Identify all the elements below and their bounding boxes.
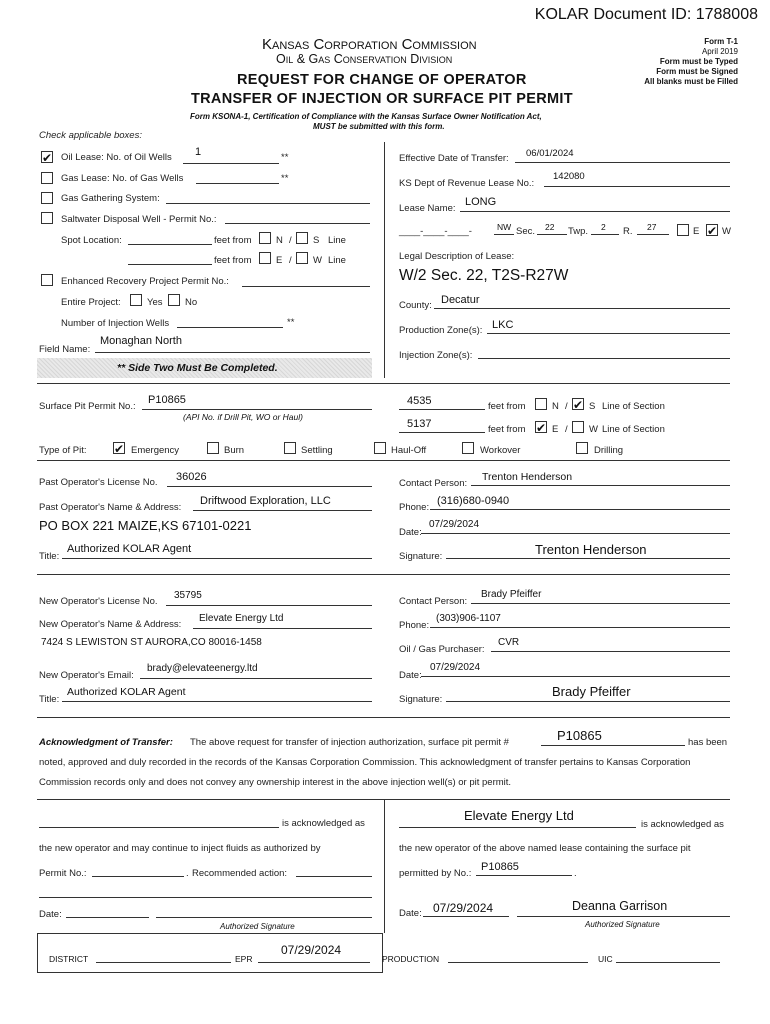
new-phone-label: Phone: — [399, 620, 430, 631]
ack-right-is-ack: is acknowledged as — [641, 819, 724, 830]
ack-left-date-line[interactable] — [66, 917, 149, 918]
legal-description-value[interactable]: W/2 Sec. 22, T2S-R27W — [399, 267, 569, 284]
spot-slash-1: / — [289, 235, 292, 246]
ack-right-permitted-by-label: permitted by No.: — [399, 868, 472, 879]
ack-right-permit-value[interactable]: P10865 — [481, 861, 519, 873]
pit-e-label: E — [552, 424, 559, 435]
entire-project-no-label: No — [185, 297, 198, 308]
entire-project-yes-label: Yes — [147, 297, 163, 308]
entire-project-yes-checkbox[interactable] — [130, 294, 142, 306]
sec-line — [537, 234, 567, 235]
pit-section-separator — [37, 383, 730, 384]
check-boxes-label: Check applicable boxes: — [39, 130, 142, 141]
new-email-line — [140, 678, 372, 679]
spot-ns-feet-line[interactable] — [128, 244, 212, 245]
spot-n-checkbox[interactable] — [259, 232, 271, 244]
injection-zone-label: Injection Zone(s): — [399, 350, 473, 361]
production-zone-label: Production Zone(s): — [399, 325, 483, 336]
range-line — [637, 234, 669, 235]
spot-e-label: E — [276, 255, 283, 266]
effective-date-value[interactable]: 06/01/2024 — [526, 148, 574, 159]
pit-settling-checkbox[interactable] — [284, 442, 296, 454]
quarter-nw-line — [494, 234, 514, 235]
twp-label: Twp. — [568, 226, 589, 237]
spot-location-label: Spot Location: — [61, 235, 122, 246]
new-name-value[interactable]: Elevate Energy Ltd — [199, 613, 284, 624]
spot-ew-feet-line[interactable] — [128, 264, 212, 265]
ack-left-blank-line[interactable] — [39, 897, 372, 898]
purchaser-label: Oil / Gas Purchaser: — [399, 644, 485, 655]
pit-slash-1: / — [565, 401, 568, 412]
purchaser-line — [491, 651, 730, 652]
past-phone-label: Phone: — [399, 502, 430, 513]
new-contact-label: Contact Person: — [399, 596, 468, 607]
ack-right-company-line — [399, 827, 636, 828]
range-value[interactable]: 27 — [647, 222, 657, 232]
past-license-label: Past Operator's License No. — [39, 477, 158, 488]
effective-date-line — [515, 162, 730, 163]
ack-left-permit-line[interactable] — [92, 876, 184, 877]
surface-pit-value[interactable]: P10865 — [148, 394, 186, 406]
injection-wells-line[interactable] — [177, 327, 283, 328]
pit-burn-checkbox[interactable] — [207, 442, 219, 454]
new-license-value[interactable]: 35795 — [174, 590, 202, 601]
ack-right-date-label: Date: — [399, 908, 422, 919]
uic-label: UIC — [598, 954, 613, 964]
legal-description-label: Legal Description of Lease: — [399, 251, 515, 262]
ack-divider — [384, 799, 385, 933]
oil-lease-checkbox[interactable] — [41, 151, 53, 163]
sec-value[interactable]: 22 — [545, 222, 555, 232]
spot-s-checkbox[interactable] — [296, 232, 308, 244]
new-title-line — [62, 701, 372, 702]
past-title-label: Title: — [39, 551, 60, 562]
new-license-label: New Operator's License No. — [39, 596, 158, 607]
pit-hauloff-label: Haul-Off — [391, 445, 427, 456]
new-date-label: Date: — [399, 670, 422, 681]
entire-project-label: Entire Project: — [61, 297, 121, 308]
gas-gathering-line[interactable] — [166, 203, 370, 204]
spot-feet-from-2: feet from — [214, 255, 252, 266]
ack-right-period: . — [574, 868, 577, 879]
past-title-line — [62, 558, 372, 559]
pit-workover-label: Workover — [480, 445, 521, 456]
ack-right-company-value[interactable]: Elevate Energy Ltd — [464, 808, 574, 823]
twp-line — [591, 234, 619, 235]
spot-line-2: Line — [328, 255, 346, 266]
new-signature-label: Signature: — [399, 694, 443, 705]
ack-permit-line — [541, 745, 685, 746]
past-address-value[interactable]: PO BOX 221 MAIZE,KS 67101-0221 — [39, 518, 252, 533]
new-name-label: New Operator's Name & Address: — [39, 619, 182, 630]
quarter-blanks: ____-____-____- — [399, 226, 472, 237]
spot-line-1: Line — [328, 235, 346, 246]
agency-name: Kansas Corporation Commission — [262, 36, 477, 53]
pit-emergency-label: Emergency — [131, 445, 180, 456]
new-phone-line — [430, 627, 730, 628]
pit-n-checkbox[interactable] — [535, 398, 547, 410]
ack-right-permit-line — [476, 875, 572, 876]
past-date-line — [421, 533, 730, 534]
pit-type-label: Type of Pit: — [39, 445, 87, 456]
production-line[interactable] — [448, 962, 588, 963]
past-date-label: Date: — [399, 527, 422, 538]
injection-wells-label: Number of Injection Wells — [61, 318, 170, 329]
field-name-line — [95, 352, 370, 353]
pit-ft1-value[interactable]: 4535 — [407, 395, 432, 407]
gas-gathering-checkbox[interactable] — [41, 192, 53, 204]
pit-n-label: N — [552, 401, 559, 412]
pit-slash-2: / — [565, 424, 568, 435]
new-date-line — [421, 676, 730, 677]
ack-permit-value[interactable]: P10865 — [557, 728, 602, 743]
past-contact-line — [471, 485, 730, 486]
new-address-value[interactable]: 7424 S LEWISTON ST AURORA,CO 80016-1458 — [41, 637, 262, 648]
injection-zone-line[interactable] — [478, 358, 730, 359]
pit-feet-from-2: feet from — [488, 424, 526, 435]
past-name-line — [193, 510, 372, 511]
pit-s-label: S — [589, 401, 596, 412]
ack-separator — [37, 717, 730, 718]
ack-left-period: . — [186, 868, 189, 879]
twp-value[interactable]: 2 — [601, 222, 606, 232]
ack-left-is-ack: is acknowledged as — [282, 818, 365, 829]
ack-left-new-op-text: the new operator and may continue to inject fluids as authorized by — [39, 843, 321, 854]
epr-label: EPR — [235, 954, 253, 964]
pit-workover-checkbox[interactable] — [462, 442, 474, 454]
new-signature-line — [446, 701, 730, 702]
epr-line — [258, 962, 370, 963]
new-title-label: Title: — [39, 694, 60, 705]
saltwater-line[interactable] — [225, 223, 370, 224]
pit-ft1-line — [399, 409, 485, 410]
ack-right-signature-line — [517, 916, 730, 917]
past-date-value[interactable]: 07/29/2024 — [429, 519, 480, 530]
enhanced-recovery-checkbox[interactable] — [41, 274, 53, 286]
surface-pit-label: Surface Pit Permit No.: — [39, 401, 136, 412]
ack-left-rec-action-line[interactable] — [296, 876, 372, 877]
pit-s-checkbox[interactable] — [572, 398, 584, 410]
new-operator-separator — [37, 574, 730, 575]
form-title-1: REQUEST FOR CHANGE OF OPERATOR — [237, 72, 527, 88]
range-e-checkbox[interactable] — [677, 224, 689, 236]
purchaser-value[interactable]: CVR — [498, 637, 520, 648]
lease-name-label: Lease Name: — [399, 203, 456, 214]
range-w-label: W — [722, 226, 731, 237]
spot-w-checkbox[interactable] — [296, 252, 308, 264]
district-line[interactable] — [96, 962, 231, 963]
county-value[interactable]: Decatur — [441, 294, 480, 306]
enhanced-recovery-label: Enhanced Recovery Project Permit No.: — [61, 276, 229, 287]
pit-e-checkbox[interactable] — [535, 421, 547, 433]
pit-hauloff-checkbox[interactable] — [374, 442, 386, 454]
pit-emergency-checkbox[interactable] — [113, 442, 125, 454]
form-title-2: TRANSFER OF INJECTION OR SURFACE PIT PERMIT — [191, 91, 573, 107]
ack-left-permit-label: Permit No.: — [39, 868, 87, 879]
gas-gathering-label: Gas Gathering System: — [61, 193, 160, 204]
ack-text-2: noted, approved and duly recorded in the records of the Kansas Corporation Commission. This acknowledgment of transfer pertains to Kansas Corporation — [39, 757, 691, 768]
oil-wells-line — [183, 163, 279, 164]
saltwater-label: Saltwater Disposal Well - Permit No.: — [61, 214, 217, 225]
ack-right-signature-value[interactable]: Deanna Garrison — [572, 899, 668, 913]
ack-left-auth-sig: Authorized Signature — [220, 922, 295, 931]
surface-pit-line — [142, 409, 372, 410]
document-id: KOLAR Document ID: 1788008 — [534, 6, 758, 23]
new-title-value[interactable]: Authorized KOLAR Agent — [67, 686, 186, 698]
gas-wells-stars: ** — [281, 173, 289, 184]
past-title-value[interactable]: Authorized KOLAR Agent — [67, 543, 192, 555]
field-name-value[interactable]: Monaghan North — [100, 335, 182, 347]
sec-label: Sec. — [516, 226, 536, 237]
form-note-typed: Form must be Typed — [659, 57, 738, 66]
form-subtitle-2: MUST be submitted with this form. — [313, 122, 445, 131]
ack-right-date-value[interactable]: 07/29/2024 — [433, 901, 494, 915]
gas-lease-checkbox[interactable] — [41, 172, 53, 184]
past-phone-line — [430, 509, 730, 510]
pit-feet-from-1: feet from — [488, 401, 526, 412]
spot-n-label: N — [276, 235, 283, 246]
saltwater-checkbox[interactable] — [41, 212, 53, 224]
oil-wells-stars: ** — [281, 152, 289, 163]
ack-left-company-line[interactable] — [39, 827, 279, 828]
pit-ft2-value[interactable]: 5137 — [407, 418, 432, 430]
ks-revenue-label: KS Dept of Revenue Lease No.: — [399, 178, 535, 189]
new-email-label: New Operator's Email: — [39, 670, 134, 681]
new-phone-value[interactable]: (303)906-1107 — [436, 613, 501, 624]
side-two-notice: ** Side Two Must Be Completed. — [117, 362, 278, 374]
spot-w-label: W — [313, 255, 322, 266]
oil-wells-value[interactable]: 1 — [195, 146, 202, 158]
pit-burn-label: Burn — [224, 445, 245, 456]
past-signature-label: Signature: — [399, 551, 443, 562]
ack-right-auth-sig: Authorized Signature — [585, 920, 660, 929]
enhanced-recovery-line[interactable] — [242, 286, 370, 287]
new-contact-value[interactable]: Brady Pfeiffer — [481, 589, 542, 600]
pit-settling-label: Settling — [301, 445, 333, 456]
form-subtitle-1: Form KSONA-1, Certification of Compliance with the Kansas Surface Owner Notification Act, — [190, 112, 542, 121]
new-contact-line — [471, 603, 730, 604]
past-contact-label: Contact Person: — [399, 478, 468, 489]
form-number: Form T-1 — [704, 37, 738, 46]
new-license-line — [166, 605, 372, 606]
past-name-label: Past Operator's Name & Address: — [39, 502, 182, 513]
pit-line-section-2: Line of Section — [602, 424, 665, 435]
county-label: County: — [399, 300, 432, 311]
section-divider — [384, 142, 385, 378]
ack-has-been: has been — [688, 737, 728, 748]
new-name-line — [193, 628, 372, 629]
lease-name-line — [460, 211, 730, 212]
ack-text-3: Commission records only and does not convey any ownership interest in the above injection well(s) or pit permit. — [39, 777, 512, 788]
pit-ft2-line — [399, 432, 485, 433]
entire-project-no-checkbox[interactable] — [168, 294, 180, 306]
ack-left-date-label: Date: — [39, 909, 62, 920]
form-date: April 2019 — [701, 47, 738, 56]
pit-w-checkbox[interactable] — [572, 421, 584, 433]
ack-right-new-op-text: the new operator of the above named lease containing the surface pit — [399, 843, 691, 854]
production-zone-value[interactable]: LKC — [492, 319, 514, 331]
past-license-value[interactable]: 36026 — [176, 471, 207, 483]
pit-line-section-1: Line of Section — [602, 401, 665, 412]
range-w-checkbox[interactable] — [706, 224, 718, 236]
ks-revenue-value[interactable]: 142080 — [553, 171, 585, 182]
range-e-label: E — [693, 226, 700, 237]
past-phone-value[interactable]: (316)680-0940 — [437, 495, 510, 507]
spot-s-label: S — [313, 235, 320, 246]
field-name-label: Field Name: — [39, 344, 91, 355]
api-note: (API No. if Drill Pit, WO or Haul) — [183, 412, 303, 422]
spot-e-checkbox[interactable] — [259, 252, 271, 264]
past-signature-value[interactable]: Trenton Henderson — [535, 542, 647, 557]
pit-drilling-checkbox[interactable] — [576, 442, 588, 454]
operators-separator — [37, 460, 730, 461]
ack-left-signature-line[interactable] — [156, 917, 372, 918]
quarter-nw-value[interactable]: NW — [497, 222, 512, 232]
ack-right-date-line — [423, 916, 509, 917]
oil-lease-label: Oil Lease: No. of Oil Wells — [61, 152, 172, 163]
past-contact-value[interactable]: Trenton Henderson — [482, 471, 573, 483]
division-name: Oil & Gas Conservation Division — [276, 52, 453, 66]
past-license-line — [167, 486, 372, 487]
new-date-value[interactable]: 07/29/2024 — [430, 662, 481, 673]
county-line — [434, 308, 730, 309]
new-email-value[interactable]: brady@elevateenergy.ltd — [147, 663, 258, 674]
uic-line[interactable] — [616, 962, 720, 963]
ack-label: Acknowledgment of Transfer: — [39, 737, 173, 748]
district-label: DISTRICT — [49, 954, 89, 964]
form-note-filled: All blanks must be Filled — [644, 77, 738, 86]
range-label: R. — [623, 226, 633, 237]
production-zone-line — [487, 333, 730, 334]
past-signature-line — [446, 558, 730, 559]
injection-wells-stars: ** — [287, 317, 295, 328]
epr-date-value[interactable]: 07/29/2024 — [281, 943, 342, 957]
ack-text-1: The above request for transfer of injection authorization, surface pit permit # — [190, 737, 509, 748]
pit-w-label: W — [589, 424, 598, 435]
ack-left-rec-action-label: Recommended action: — [192, 868, 288, 879]
past-name-value[interactable]: Driftwood Exploration, LLC — [200, 495, 331, 507]
gas-wells-line[interactable] — [196, 183, 279, 184]
lease-name-value[interactable]: LONG — [465, 196, 497, 208]
new-signature-value[interactable]: Brady Pfeiffer — [552, 684, 631, 699]
form-note-signed: Form must be Signed — [656, 67, 738, 76]
ks-revenue-line — [544, 186, 730, 187]
pit-drilling-label: Drilling — [594, 445, 624, 456]
spot-slash-2: / — [289, 255, 292, 266]
gas-lease-label: Gas Lease: No. of Gas Wells — [61, 173, 184, 184]
effective-date-label: Effective Date of Transfer: — [399, 153, 509, 164]
spot-feet-from-1: feet from — [214, 235, 252, 246]
production-label: PRODUCTION — [382, 954, 440, 964]
